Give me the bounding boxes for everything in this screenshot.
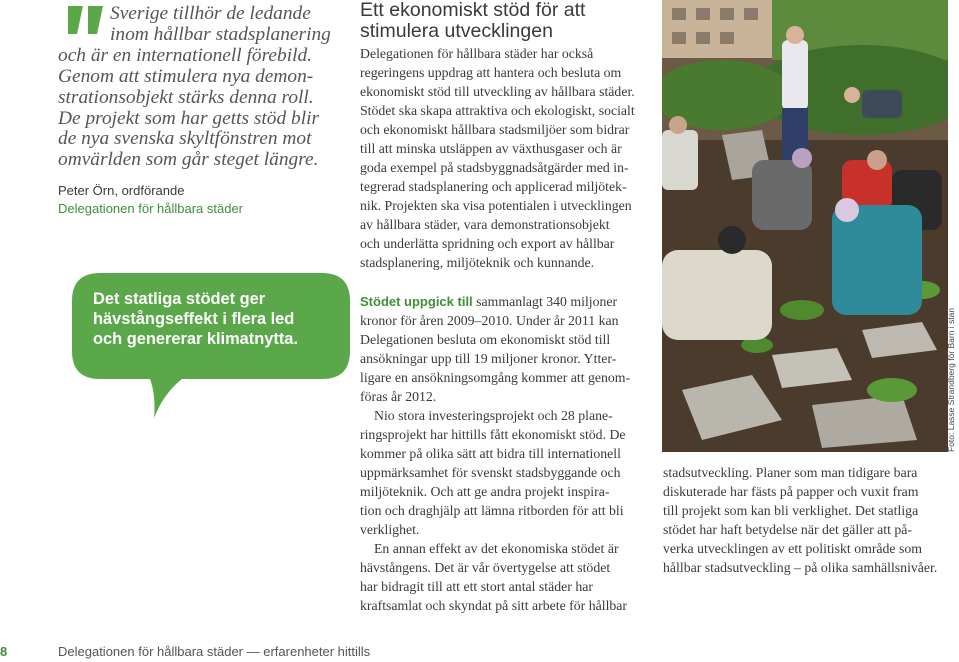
- text-line: hävstångens. Det är vår övertygelse att stödet: [360, 560, 611, 575]
- heading-line: Ett ekonomiskt stöd för att: [360, 0, 586, 21]
- text-line: [360, 292, 650, 311]
- article-column-2: [360, 292, 650, 615]
- quote-line: strationsobjekt stärks denna roll.: [58, 86, 314, 108]
- heading-line: stimulera utvecklingen: [360, 20, 553, 42]
- text-line: ligare en ansökningsomgång kommer att genom-: [360, 370, 631, 385]
- text-line: och underlätta spridning och export av hållbar: [360, 236, 615, 251]
- text-line: verklighet.: [360, 522, 420, 537]
- quote-line: omvärlden som går steget längre.: [58, 149, 319, 171]
- text-line: regeringens uppdrag att hantera och besluta om: [360, 65, 622, 80]
- garden-photo: [662, 0, 948, 452]
- text-line: uppmärksamhet för svenskt stadsbyggande och: [360, 465, 621, 480]
- quote-line: de nya svenska skyltfönstren mot: [58, 128, 312, 150]
- page-footer: [0, 644, 959, 662]
- lead-in: Stödet uppgick till: [360, 294, 473, 309]
- text-line: tegrerad stadsplanering och applicerad miljötek-: [360, 179, 627, 194]
- text-line: av hållbara städer, vara demonstrationsobjekt: [360, 217, 610, 232]
- bubble-line: hävstångseffekt i flera led: [93, 310, 295, 328]
- text-line: kraftsamlat och skyndat på sitt arbete för hållbar: [360, 598, 628, 613]
- text-line: nik. Projekten ska visa potentialen i utvecklingen: [360, 198, 632, 213]
- text-line: diskuterade har fästs på papper och vuxit fram: [663, 484, 919, 499]
- text-line: hållbar stadsutveckling – på olika samhällsnivåer.: [663, 560, 938, 575]
- text-line: En annan effekt av det ekonomiska stödet är: [374, 541, 619, 556]
- text-line: kronor för åren 2009–2010. Under år 2011 kan: [360, 313, 619, 328]
- quote-line: De projekt som har getts stöd blir: [58, 107, 320, 129]
- text-line: ekonomiskt stöd till utveckling av hållbara städer.: [360, 84, 635, 99]
- text-line: stadsplanering, miljöteknik och kunnande.: [360, 255, 595, 270]
- text-line: ansökningar upp till 19 miljoner kronor. Ytter-: [360, 351, 617, 366]
- text-fragment: sammanlagt 340 miljoner: [472, 294, 618, 309]
- pull-quote: [58, 4, 340, 171]
- attribution-name: Peter Örn, ordförande: [58, 183, 185, 198]
- quote-line: Genom att stimulera nya demon-: [58, 65, 314, 87]
- text-line: Delegationen för hållbara städer har också: [360, 46, 594, 61]
- text-line: stadsutveckling. Planer som man tidigare bara: [663, 465, 918, 480]
- bubble-line: och genererar klimatnytta.: [93, 330, 298, 348]
- article-column-3: [663, 463, 953, 577]
- bubble-text: [93, 289, 343, 349]
- quote-line: inom hållbar stadsplanering: [110, 23, 331, 45]
- text-line: verka utvecklingen av ett politiskt område som: [663, 541, 923, 556]
- text-line: och ekonomiskt hållbara stadsmiljöer som bidrar: [360, 122, 630, 137]
- attribution-org: Delegationen för hållbara städer: [58, 201, 244, 216]
- article-heading: [360, 0, 660, 42]
- text-line: föras år 2012.: [360, 389, 437, 404]
- footer-title: Delegationen för hållbara städer — erfarenheter hittills: [58, 644, 371, 659]
- bubble-line: Det statliga stödet ger: [93, 290, 266, 308]
- page-number: 8: [0, 644, 8, 659]
- text-line: till att minska utsläppen av växthusgaser och är: [360, 141, 622, 156]
- quote-line: Sverige tillhör de ledande: [110, 3, 311, 24]
- article-column-1: [360, 44, 650, 272]
- text-line: tion och draghjälp att lämna ritborden för att bli: [360, 503, 624, 518]
- text-line: har bidragit till att ett stort antal städer har: [360, 579, 593, 594]
- text-line: till projekt som kan bli verklighet. Det statliga: [663, 503, 919, 518]
- quote-line: och är en internationell förebild.: [58, 44, 313, 66]
- text-line: miljöteknik. Och att ge andra projekt inspira-: [360, 484, 610, 499]
- photo-credit-text: Foto: Lasse Strandberg för Barn i stan: [946, 307, 956, 452]
- quote-attribution: [58, 182, 243, 218]
- text-line: Nio stora investeringsprojekt och 28 plane-: [374, 408, 613, 423]
- text-line: goda exempel på stadsbyggnadsåtgärder med in-: [360, 160, 629, 175]
- text-line: stödet har haft betydelse när det gäller att på-: [663, 522, 913, 537]
- text-line: ringsprojekt har hittills fått ekonomiskt stöd. De: [360, 427, 626, 442]
- text-line: Delegationen besluta om ekonomiskt stöd till: [360, 332, 611, 347]
- text-line: kommer på olika sätt att bidra till internationell: [360, 446, 621, 461]
- text-line: Stödet ska skapa attraktiva och ekologiskt, socialt: [360, 103, 635, 118]
